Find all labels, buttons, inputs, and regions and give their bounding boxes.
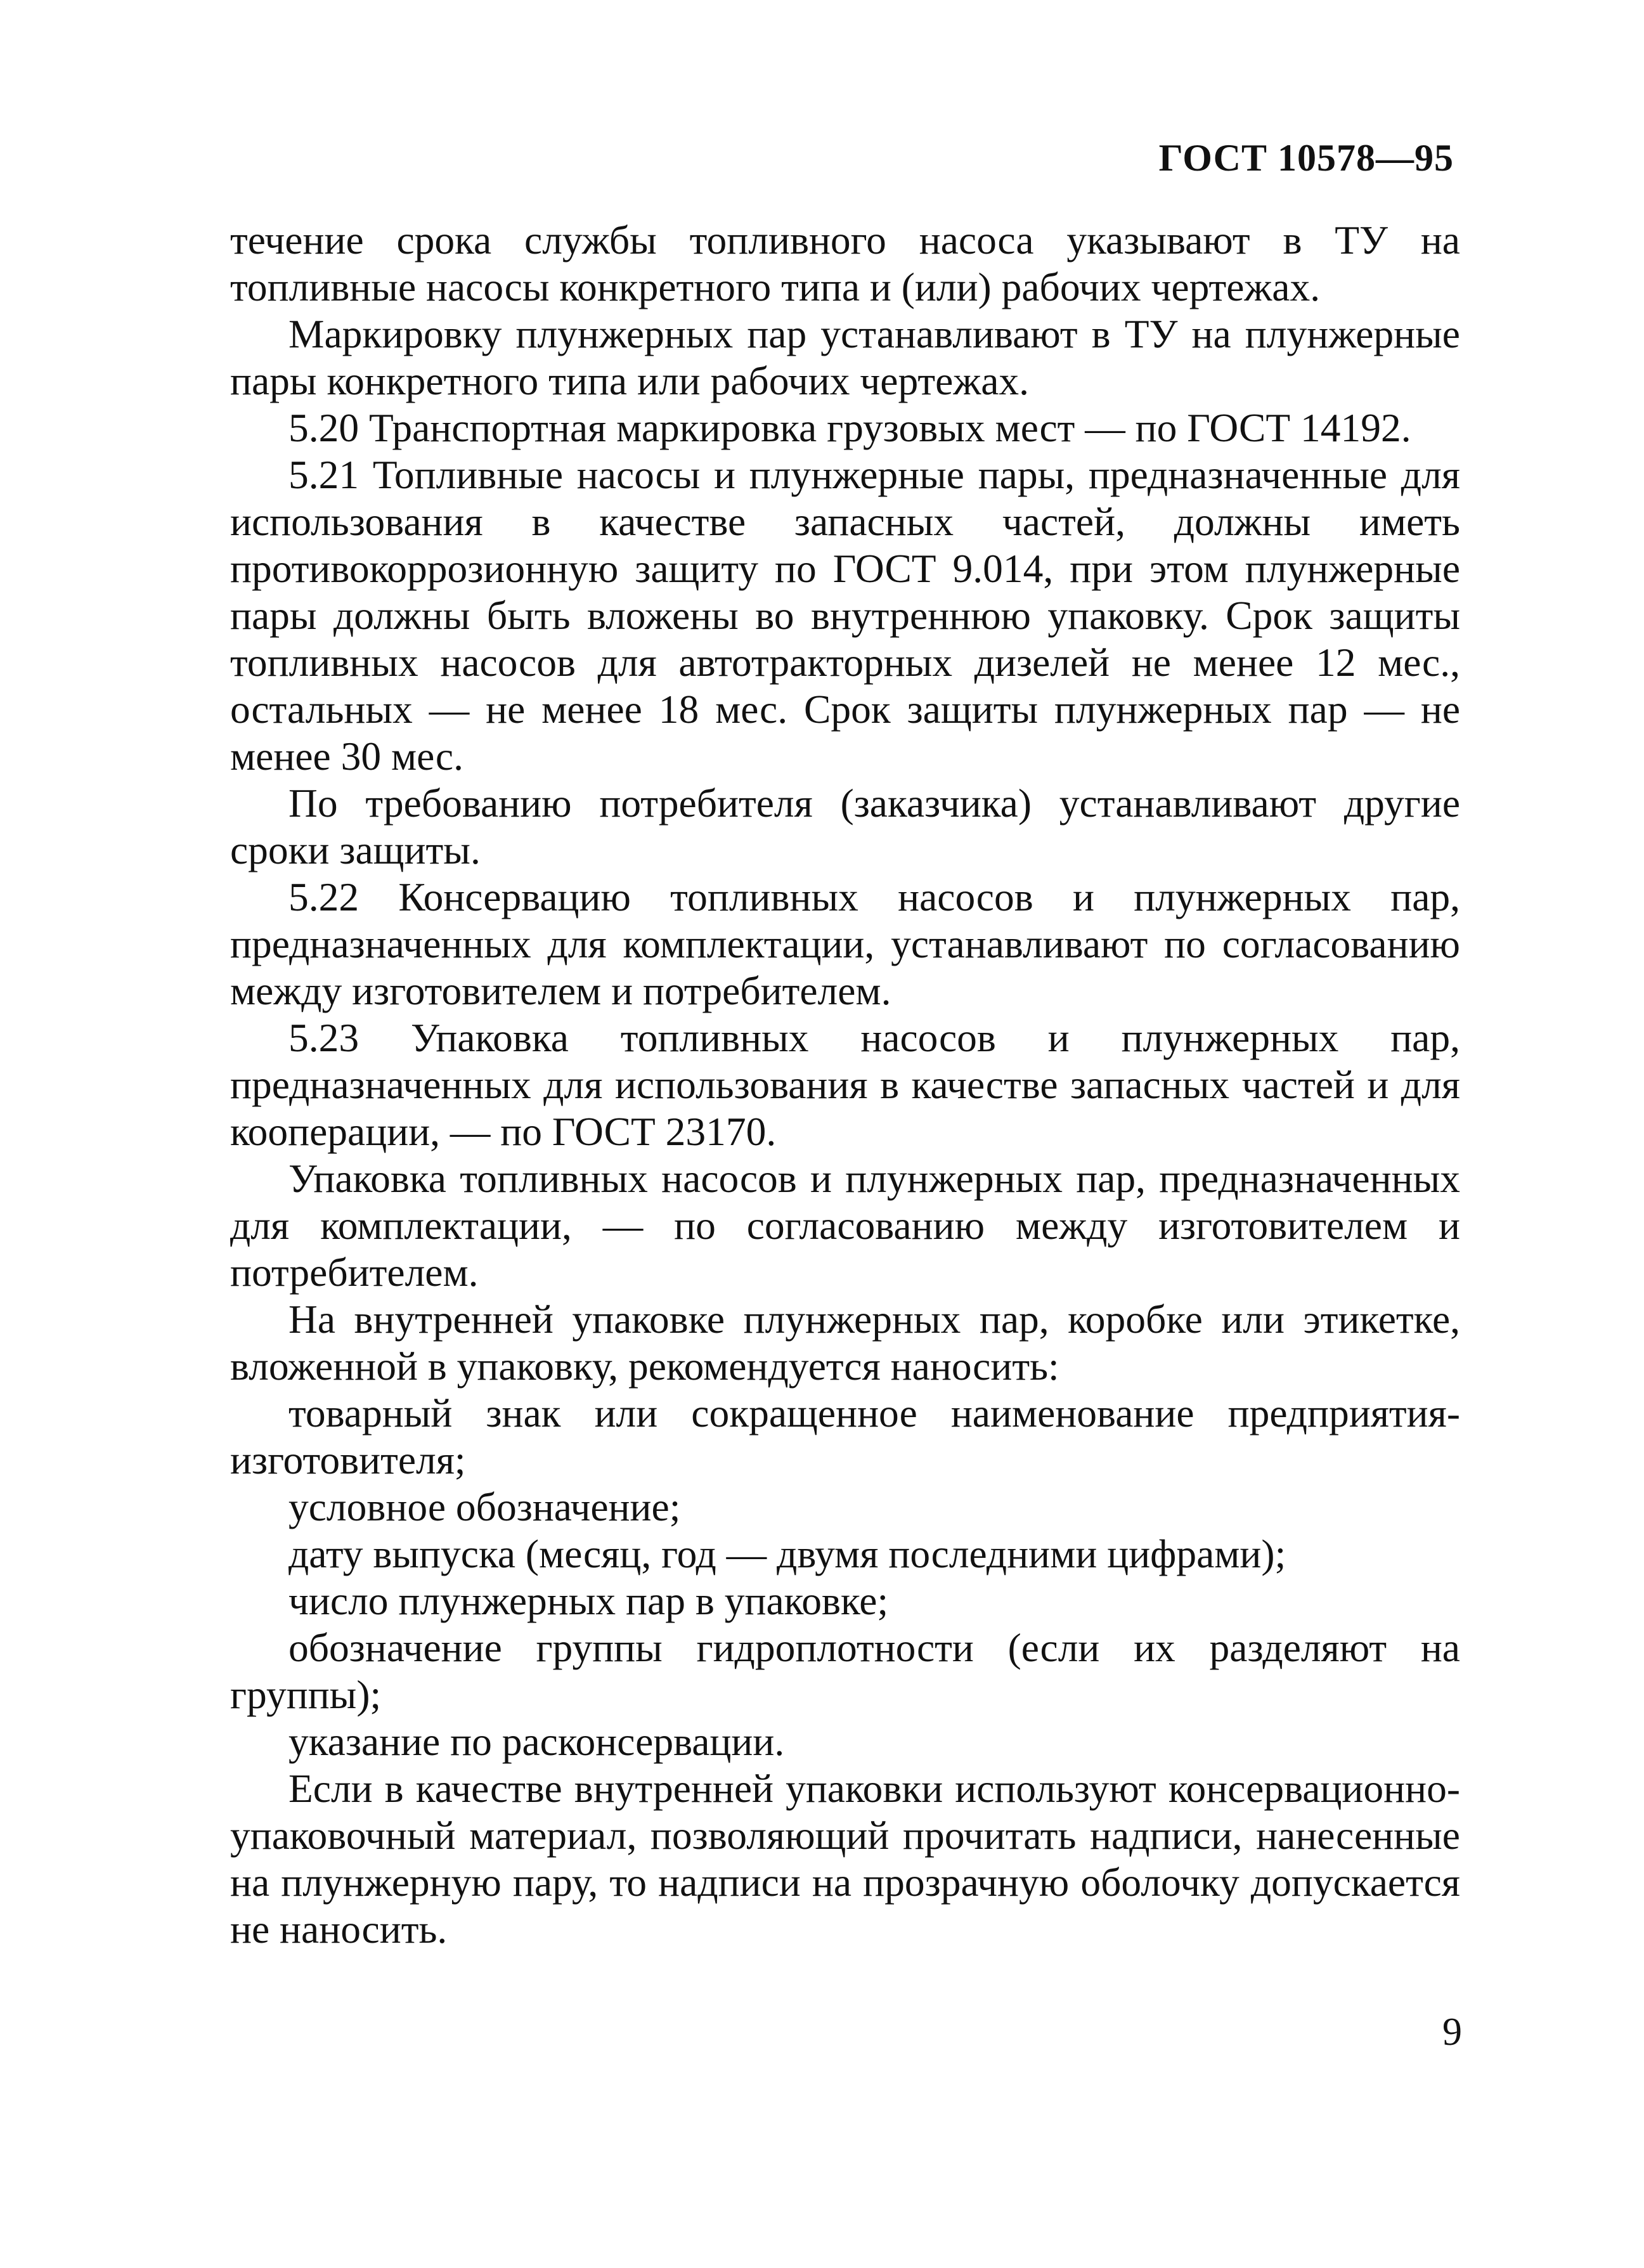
paragraph-packaging-agreement: Упаковка топливных насосов и плунжерных пар, предназначенных для комплектации, — по согласованию между изготовителем и потребителем. — [230, 1156, 1460, 1295]
list-item-trademark: товарный знак или сокращенное наименование предприятия-изготовителя; — [230, 1390, 1460, 1482]
paragraph-5-22: 5.22 Консервацию топливных насосов и плунжерных пар, предназначенных для комплектации, устанавливают по согласованию между изготовителем и потребителем. — [230, 874, 1460, 1013]
paragraph-5-21: 5.21 Топливные насосы и плунжерные пары, предназначенные для использования в качестве запасных частей, должны иметь противокоррозионную защиту по ГОСТ 9.014, при этом плунжерные пары должны быть вложены во внутреннюю упаковку. Срок защиты топливных насосов для автотракторных дизелей не менее 12 мес., остальных — не менее 18 мес. Срок защиты плунжерных пар — не менее 30 мес. — [230, 452, 1460, 779]
standard-code-header: ГОСТ 10578—95 — [1158, 137, 1454, 179]
paragraph-continuation: течение срока службы топливного насоса указывают в ТУ на топливные насосы конкретного типа и (или) рабочих чертежах. — [230, 217, 1460, 309]
paragraph-customer-request: По требованию потребителя (заказчика) устанавливают другие сроки защиты. — [230, 781, 1460, 872]
list-item-hydro-density-group: обозначение группы гидроплотности (если их разделяют на группы); — [230, 1625, 1460, 1717]
paragraph-5-23: 5.23 Упаковка топливных насосов и плунжерных пар, предназначенных для использования в качестве запасных частей и для кооперации, — по ГОСТ 23170. — [230, 1015, 1460, 1154]
paragraph-5-20: 5.20 Транспортная маркировка грузовых мест — по ГОСТ 14192. — [288, 405, 1411, 450]
document-body — [230, 217, 1460, 1953]
list-item-release-date: дату выпуска (месяц, год — двумя последними цифрами); — [288, 1531, 1286, 1576]
list-item-quantity: число плунжерных пар в упаковке; — [288, 1578, 889, 1623]
list-item-designation: условное обозначение; — [288, 1484, 681, 1529]
page-number: 9 — [1442, 2011, 1462, 2054]
paragraph-transparent-packaging: Если в качестве внутренней упаковки используют консервационно-упаковочный материал, позволяющий прочитать надписи, нанесенные на плунжерную пару, то надписи на прозрачную оболочку допускается не наносить. — [230, 1766, 1460, 1952]
list-item-depreservation: указание по расконсервации. — [288, 1719, 785, 1764]
paragraph-inner-packaging: На внутренней упаковке плунжерных пар, коробке или этикетке, вложенной в упаковку, рекомендуется наносить: — [230, 1297, 1460, 1389]
paragraph-plunger-marking: Маркировку плунжерных пар устанавливают в ТУ на плунжерные пары конкретного типа или рабочих чертежах. — [230, 311, 1460, 403]
